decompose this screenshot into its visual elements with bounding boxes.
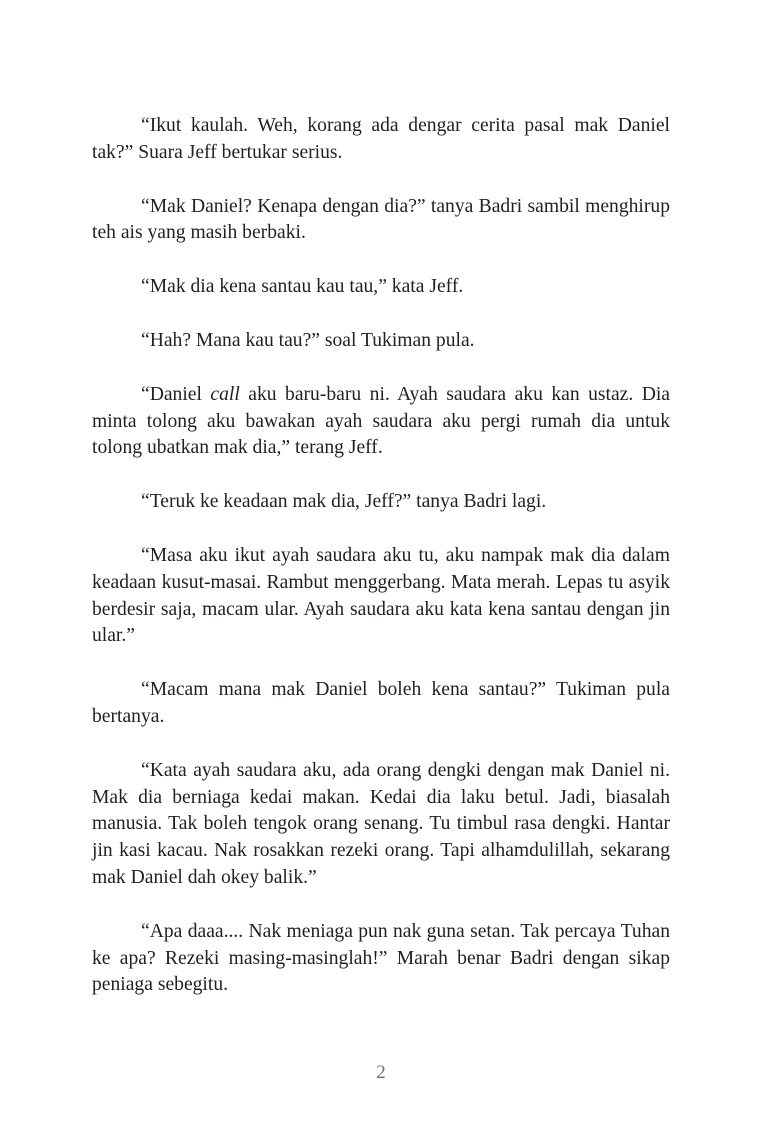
paragraph — [92, 382, 670, 462]
paragraph — [92, 194, 670, 248]
paragraph-text: “Apa daaa.... Nak meniaga pun nak guna setan. Tak percaya Tuhan ke apa? Rezeki masing-masinglah!” Marah benar Badri dengan sikap peniaga sebegitu. — [92, 920, 670, 996]
paragraph — [92, 274, 670, 301]
paragraph-text: aku baru-baru ni. Ayah saudara aku kan ustaz. Dia minta tolong aku bawakan ayah saudara aku pergi rumah dia untuk tolong ubatkan mak dia,” terang Jeff. — [92, 383, 671, 459]
paragraph-text: “Kata ayah saudara aku, ada orang dengki dengan mak Daniel ni. Mak dia berniaga kedai makan. Kedai dia laku betul. Jadi, biasalah manusia. Tak boleh tengok orang senang. Tu timbul rasa dengki. Hantar jin kasi kacau. Nak rosakkan rezeki orang. Tapi alhamdulillah, sekarang mak Daniel dah okey balik.” — [92, 759, 670, 888]
paragraph — [92, 328, 670, 355]
page-body — [92, 113, 670, 1026]
paragraph — [92, 758, 670, 892]
paragraph — [92, 919, 670, 999]
paragraph — [92, 677, 670, 731]
paragraph-text: “Macam mana mak Daniel boleh kena santau?” Tukiman pula bertanya. — [92, 679, 670, 727]
paragraph-text: “Teruk ke keadaan mak dia, Jeff?” tanya Badri lagi. — [141, 491, 547, 513]
paragraph — [92, 489, 670, 516]
paragraph-text-italic: call — [210, 383, 240, 405]
paragraph-text: “Ikut kaulah. Weh, korang ada dengar cerita pasal mak Daniel tak?” Suara Jeff bertukar serius. — [92, 115, 670, 163]
paragraph-text: “Daniel — [141, 383, 211, 405]
paragraph-text: “Hah? Mana kau tau?” soal Tukiman pula. — [141, 329, 475, 351]
paragraph — [92, 113, 670, 167]
page-number: 2 — [376, 1062, 386, 1083]
paragraph — [92, 543, 670, 650]
paragraph-text: “Masa aku ikut ayah saudara aku tu, aku nampak mak dia dalam keadaan kusut-masai. Rambut menggerbang. Mata merah. Lepas tu asyik berdesir saja, macam ular. Ayah saudara aku kata kena santau dengan jin ular.” — [92, 544, 670, 647]
paragraph-text: “Mak Daniel? Kenapa dengan dia?” tanya Badri sambil menghirup teh ais yang masih berbaki. — [92, 195, 670, 244]
paragraph-text: “Mak dia kena santau kau tau,” kata Jeff. — [141, 276, 464, 298]
